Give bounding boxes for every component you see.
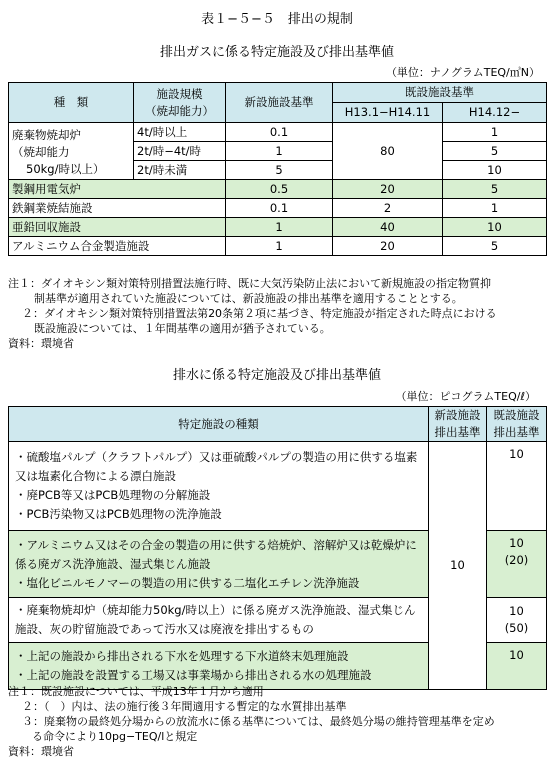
table-cell: 1	[226, 218, 333, 237]
table-cell: 1	[226, 237, 333, 256]
table-row	[9, 180, 547, 199]
header-kind: 種 類	[9, 83, 134, 123]
facility-group	[9, 531, 429, 598]
table-cell: 4t/時以上	[134, 123, 226, 142]
note-line: 既設施設については、１年間基準の適用が猶予されている。	[34, 322, 331, 335]
list-item: ・アルミニウム又はその合金の製造の用に供する焙焼炉、溶解炉又は乾燥炉に係る廃ガス洗浄施設、湿式集じん施設	[15, 537, 417, 571]
gas-notes	[8, 276, 497, 351]
gas-subtitle: 排出ガスに係る特定施設及び排出基準値	[159, 45, 394, 60]
existing-standard: 10	[487, 643, 547, 690]
facility-group	[9, 442, 429, 531]
list-item: ・硫酸塩パルプ（クラフトパルプ）又は亜硫酸パルプの製造の用に供する塩素又は塩素化合物による漂白施設	[15, 450, 418, 483]
existing-standard: 10 (50)	[487, 598, 547, 643]
header-period1: H13.1−H14.11	[333, 103, 443, 123]
table-cell: 10	[443, 218, 547, 237]
new-standard: 10	[429, 442, 487, 690]
source-line: 資料：環境省	[8, 337, 74, 350]
table-cell: 80	[333, 123, 443, 180]
table-cell: 2	[333, 199, 443, 218]
note-line: 注１：ダイオキシン類対策特別措置法施行時、既に大気汚染防止法において新規施設の指定物質抑	[8, 277, 492, 290]
table-cell: 40	[333, 218, 443, 237]
note-line: 制基準が適用されていた施設については、新設施設の排出基準を適用することとする。	[34, 292, 463, 305]
table-cell: 5	[443, 142, 547, 161]
source-line: 資料：環境省	[8, 745, 74, 758]
list-item: ・上記の施設を設置する工場又は事業場から排出される水の処理施設	[15, 668, 372, 682]
header-new: 新設施設基準	[226, 83, 333, 123]
list-item: ・上記の施設から排出される下水を処理する下水道終末処理施設	[15, 649, 349, 663]
header-existing: 既設施設 排出基準	[487, 407, 547, 442]
header-new: 新設施設 排出基準	[429, 407, 487, 442]
note-line: ２：ダイオキシン類対策特別措置法第20条第２項に基づき、特定施設が指定された時点における	[22, 307, 497, 320]
list-item: ・廃PCB等又はPCB処理物の分解施設	[15, 488, 211, 502]
table-row	[9, 237, 547, 256]
list-item: ・PCB汚染物又はPCB処理物の洗浄施設	[15, 507, 222, 521]
table-cell: 20	[333, 180, 443, 199]
table-cell: 2t/時−4t/時	[134, 142, 226, 161]
header-facility-kind: 特定施設の種類	[9, 407, 429, 442]
note-line: る命令により10pg−TEQ/lと規定	[32, 730, 198, 743]
table-title: 表１−５−５ 排出の規制	[201, 12, 353, 27]
table-cell: 10	[443, 161, 547, 180]
table-cell: 1	[226, 142, 333, 161]
table-cell: アルミニウム合金製造施設	[9, 237, 226, 256]
table-cell: 亜鉛回収施設	[9, 218, 226, 237]
table-cell: 5	[226, 161, 333, 180]
table-cell: 5	[443, 237, 547, 256]
table-cell: 製鋼用電気炉	[9, 180, 226, 199]
table-row	[9, 218, 547, 237]
note-line: ２：（ ）内は、法の施行後３年間適用する暫定的な水質排出基準	[22, 700, 347, 713]
note-line: ３：廃棄物の最終処分場からの放流水に係る基準については、最終処分場の維持管理基準を定め	[22, 715, 495, 728]
gas-unit: （単位：ナノグラムTEQ/㎥N）	[385, 66, 540, 79]
header-scale: 施設規模 （焼却能力）	[134, 83, 226, 123]
water-subtitle: 排水に係る特定施設及び排出基準値	[172, 368, 381, 383]
table-cell: 鉄鋼業焼結施設	[9, 199, 226, 218]
existing-standard: 10	[487, 442, 547, 531]
table-cell: 0.1	[226, 123, 333, 142]
table-cell: 5	[443, 180, 547, 199]
facility-group	[9, 598, 429, 643]
water-table	[8, 406, 547, 690]
water-notes	[8, 684, 495, 759]
header-period2: H14.12−	[443, 103, 547, 123]
table-cell: 20	[333, 237, 443, 256]
table-cell: 1	[443, 123, 547, 142]
incinerator-name: 廃棄物焼却炉 （焼却能力 50kg/時以上）	[9, 123, 134, 180]
table-cell: 0.1	[226, 199, 333, 218]
note-line: 注１：既設施設については、平成13年１月から適用	[8, 685, 264, 698]
list-item: ・塩化ビニルモノマーの製造の用に供する二塩化エチレン洗浄施設	[15, 575, 360, 590]
list-item: ・廃棄物焼却炉（焼却能力50kg/時以上）に係る廃ガス洗浄施設、湿式集じん施設、灰の貯留施設であって汚水又は廃液を排出するもの	[15, 603, 416, 636]
table-cell: 0.5	[226, 180, 333, 199]
water-unit: （単位：ピコグラムTEQ/ℓ）	[395, 390, 536, 403]
gas-table	[8, 82, 547, 256]
table-cell: 1	[443, 199, 547, 218]
table-row	[9, 442, 547, 531]
facility-group	[9, 643, 429, 690]
table-row	[9, 199, 547, 218]
table-cell: 2t/時未満	[134, 161, 226, 180]
existing-standard: 10 (20)	[487, 531, 547, 598]
header-existing: 既設施設基準	[333, 83, 547, 103]
